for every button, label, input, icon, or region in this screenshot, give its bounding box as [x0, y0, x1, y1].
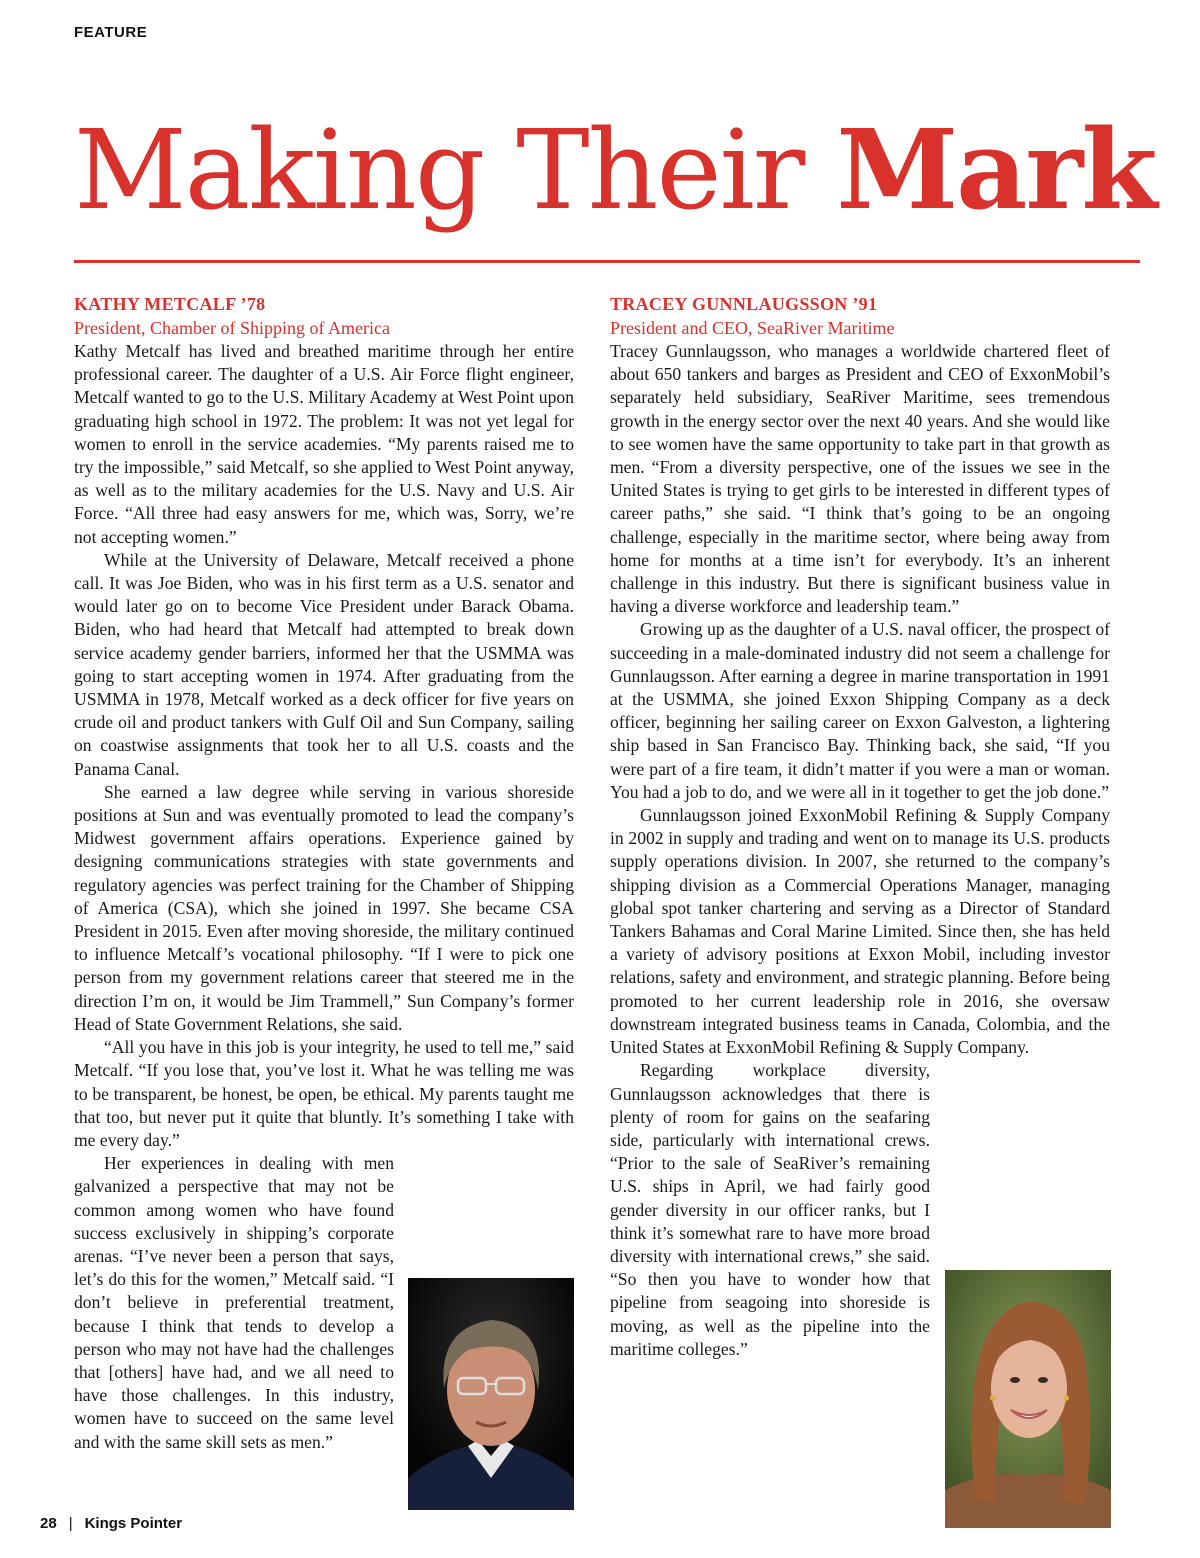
section-label: FEATURE — [74, 24, 148, 41]
article-column-right — [610, 292, 1110, 1361]
portrait-gunnlaugsson-image — [945, 1270, 1111, 1528]
page-number: 28 — [40, 1515, 57, 1532]
page-footer — [40, 1515, 182, 1532]
profile-name: KATHY METCALF ’78 — [74, 294, 266, 314]
paragraph: Regarding workplace diversity, Gunnlaugsson acknowledges that there is plenty of room for gains on the seafaring side, particularly with international crews. “Prior to the sale of SeaRiver’s remaining U.S. ships in April, we had fairly good gender diversity in our officer ranks, but I think it’s somewhat rare to have more broad diversity with international crews,” she said. “So then you have to wonder how that pipeline from seagoing into shoreside is moving, as well as the pipeline into the maritime colleges.” — [610, 1060, 930, 1359]
paragraph: Tracey Gunnlaugsson, who manages a worldwide chartered fleet of about 650 tankers and barges as President and CEO of ExxonMobil’s separately held subsidiary, SeaRiver Maritime, sees tremendous growth in the energy sector over the next 40 years. And she would like to see women have the same opportunity to take part in that growth as men. “From a diversity perspective, one of the issues we see in the United States is trying to get girls to be interested in different types of career paths,” she said. “I think that’s going to be an ongoing challenge, especially in the maritime sector, where being away from home for months at a time isn’t for everybody. It’s an inherent challenge in this industry. But there is significant business value in having a diverse workforce and leadership team.” — [610, 341, 1110, 617]
portrait-metcalf-image — [408, 1278, 574, 1510]
paragraph: Kathy Metcalf has lived and breathed maritime through her entire professional career. The daughter of a U.S. Air Force flight engineer, Metcalf wanted to go to the U.S. Military Academy at West Point upon graduating high school in 1972. The problem: It was not yet legal for women to enroll in the service academies. “My parents raised me to try the impossible,” said Metcalf, so she applied to West Point anyway, as well as to the military academies for the U.S. Navy and U.S. Air Force. “All three had easy answers for me, which was, Sorry, we’re not accepting women.” — [74, 341, 574, 547]
paragraph: Gunnlaugsson joined ExxonMobil Refining & Supply Company in 2002 in supply and trading and went on to manage its U.S. products supply operations division. In 2007, she returned to the company’s shipping division as a Commercial Operations Manager, managing global spot tanker chartering and serving as a Director of Standard Tankers Bahamas and Coral Marine Limited. Since then, she has held a variety of advisory positions at Exxon Mobil, including investor relations, safety and environment, and strategic planning. Before being promoted to her current leadership role in 2016, she oversaw downstream integrated business teams in Canada, Colombia, and the United States at ExxonMobil Refining & Supply Company. — [610, 805, 1110, 1058]
profile-role: President, Chamber of Shipping of America — [74, 318, 390, 338]
paragraph: “All you have in this job is your integrity, he used to tell me,” said Metcalf. “If you lose that, you’ve lost it. What he was telling me was to be transparent, be honest, be open, be ethical. My parents taught me that too, but never put it quite that bluntly. It’s something I take with me every day.” — [74, 1037, 574, 1150]
profile-role: President and CEO, SeaRiver Maritime — [610, 318, 895, 338]
portrait-photo-gunnlaugsson — [945, 1270, 1111, 1528]
paragraph: She earned a law degree while serving in various shoreside positions at Sun and was eventually promoted to lead the company’s Midwest government affairs operations. Experience gained by designing communications strategies with state governments and regulatory agencies was perfect training for the Chamber of Shipping of America (CSA), which she joined in 1997. She became CSA President in 2015. Even after moving shoreside, the military continued to influence Metcalf’s vocational philosophy. “If I were to pick one person from my government relations career that steered me in the direction I’m on, it would be Jim Trammell,” Sun Company’s former Head of State Government Relations, she said. — [74, 781, 574, 1034]
publication-name: Kings Pointer — [84, 1515, 183, 1532]
paragraph: Growing up as the daughter of a U.S. naval officer, the prospect of succeeding in a male-dominated industry did not seem a challenge for Gunnlaugsson. After earning a degree in marine transportation in 1991 at the USMMA, she joined Exxon Shipping Company as a deck officer, beginning her sailing career on Exxon Galveston, a lightering ship based in San Francisco Bay. Thinking back, she said, “If you were part of a fire team, it didn’t matter if you were a man or woman. You had a job to do, and we were all in it together to get the job done.” — [610, 619, 1110, 802]
title-part-1: Making Their — [74, 106, 837, 234]
profile-name: TRACEY GUNNLAUGSSON ’91 — [610, 294, 878, 314]
title-part-2: Mark — [836, 105, 1156, 234]
footer-separator: | — [68, 1515, 73, 1532]
paragraph: While at the University of Delaware, Metcalf received a phone call. It was Joe Biden, who was in his first term as a U.S. senator and would later go on to become Vice President under Barack Obama. Biden, who had heard that Metcalf had attempted to break down service academy gender barriers, informed her that the USMMA was going to start accepting women in 1974. After graduating from the USMMA in 1978, Metcalf worked as a deck officer for five years on crude oil and product tankers with Gulf Oil and Sun Company, sailing on coastwise assignments that took her to all U.S. coasts and the Panama Canal. — [74, 549, 574, 779]
title-divider — [74, 260, 1140, 263]
portrait-photo-metcalf — [408, 1278, 574, 1510]
paragraph: Her experiences in dealing with men galvanized a perspective that may not be common among women who have found success exclusively in shipping’s corporate arenas. “I’ve never been a person that says, let’s do this for the women,” Metcalf said. “I don’t believe in preferential treatment, because I think that tends to develop a person who may not have had the challenges that [others] have had, and we all need to have those challenges. In this industry, women have to succeed on the same level and with the same skill sets as men.” — [74, 1153, 394, 1452]
page-title — [74, 100, 1156, 240]
